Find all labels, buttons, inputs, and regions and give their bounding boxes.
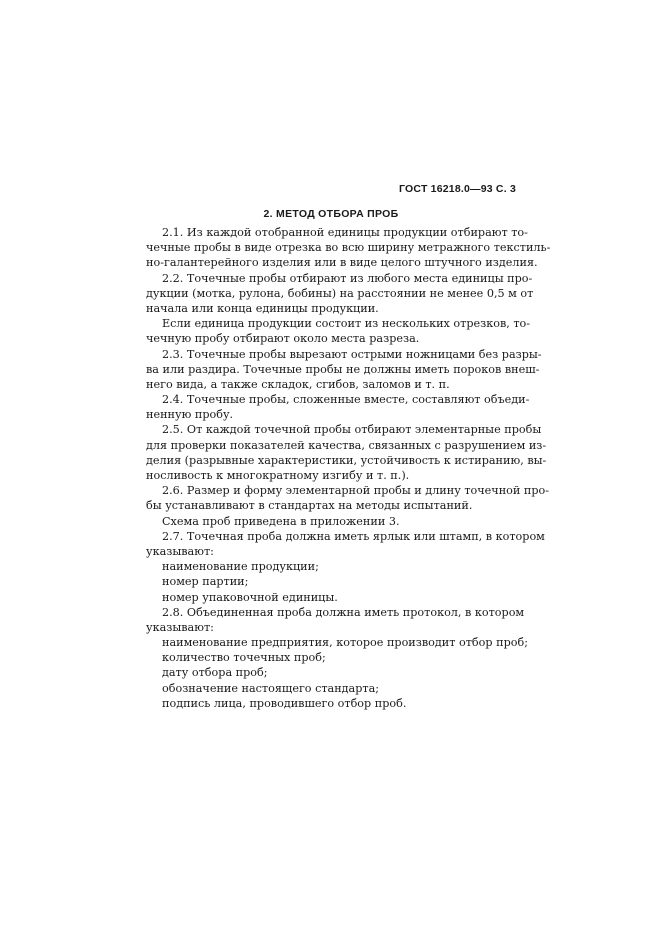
standard-reference-header: ГОСТ 16218.0—93 С. 3: [399, 183, 516, 195]
paragraph-2-1-line: 2.1. Из каждой отобранной единицы продукции отбирают то-: [162, 226, 528, 239]
paragraph-2-8-line: 2.8. Объединенная проба должна иметь протокол, в котором: [162, 605, 525, 619]
paragraph-2-6-line: бы устанавливают в стандартах на методы испытаний.: [146, 499, 473, 513]
paragraph-2-5-line: делия (разрывные характеристики, устойчивость к истиранию, вы-: [146, 453, 547, 467]
paragraph-2-2-line: 2.2. Точечные пробы отбирают из любого места единицы про-: [162, 271, 533, 285]
paragraph-2-1-line: но-галантерейного изделия или в виде целого штучного изделия.: [146, 256, 538, 270]
paragraph-2-4-line: 2.4. Точечные пробы, сложенные вместе, составляют объеди-: [162, 393, 530, 407]
list-item: обозначение настоящего стандарта;: [162, 681, 380, 695]
paragraph-2-5-line: носливость к многократному изгибу и т. п.).: [146, 469, 410, 482]
list-item: дату отбора проб;: [162, 666, 268, 680]
paragraph-2-3-line: него вида, а также складок, сгибов, заломов и т. п.: [146, 377, 450, 391]
paragraph-2-4-line: ненную пробу.: [146, 408, 234, 422]
paragraph-2-7-line: указывают:: [146, 544, 214, 558]
list-item: подпись лица, проводившего отбор проб.: [162, 696, 407, 710]
list-item: количество точечных проб;: [162, 651, 326, 665]
paragraph-2-2-note-line: чечную пробу отбирают около места разреза.: [146, 332, 420, 346]
paragraph-2-6-note-line: Схема проб приведена в приложении 3.: [162, 514, 400, 528]
paragraph-2-7-line: 2.7. Точечная проба должна иметь ярлык или штамп, в котором: [162, 529, 545, 543]
list-item: номер упаковочной единицы.: [162, 590, 338, 604]
list-item: наименование продукции;: [162, 560, 319, 574]
paragraph-2-8-line: указывают:: [146, 620, 214, 634]
paragraph-2-3-line: ва или раздира. Точечные пробы не должны иметь пороков внеш-: [146, 362, 540, 376]
paragraph-2-1-line: чечные пробы в виде отрезка во всю ширину метражного текстиль-: [146, 241, 551, 255]
list-item: наименование предприятия, которое производит отбор проб;: [162, 636, 528, 650]
paragraph-2-5-line: для проверки показателей качества, связанных с разрушением из-: [146, 438, 547, 452]
list-item: номер партии;: [162, 575, 249, 589]
paragraph-2-2-line: дукции (мотка, рулона, бобины) на расстоянии не менее 0,5 м от: [146, 286, 534, 300]
paragraph-2-5-line: 2.5. От каждой точечной пробы отбирают элементарные пробы: [162, 423, 542, 437]
paragraph-2-6-line: 2.6. Размер и форму элементарной пробы и длину точечной про-: [162, 484, 550, 498]
paragraph-2-3-line: 2.3. Точечные пробы вырезают острыми ножницами без разры-: [162, 347, 542, 361]
paragraph-2-2-line: начала или конца единицы продукции.: [146, 301, 379, 315]
section-title: 2. МЕТОД ОТБОРА ПРОБ: [263, 208, 399, 220]
section-body: [146, 225, 551, 711]
paragraph-2-2-note-line: Если единица продукции состоит из нескольких отрезков, то-: [162, 317, 531, 331]
